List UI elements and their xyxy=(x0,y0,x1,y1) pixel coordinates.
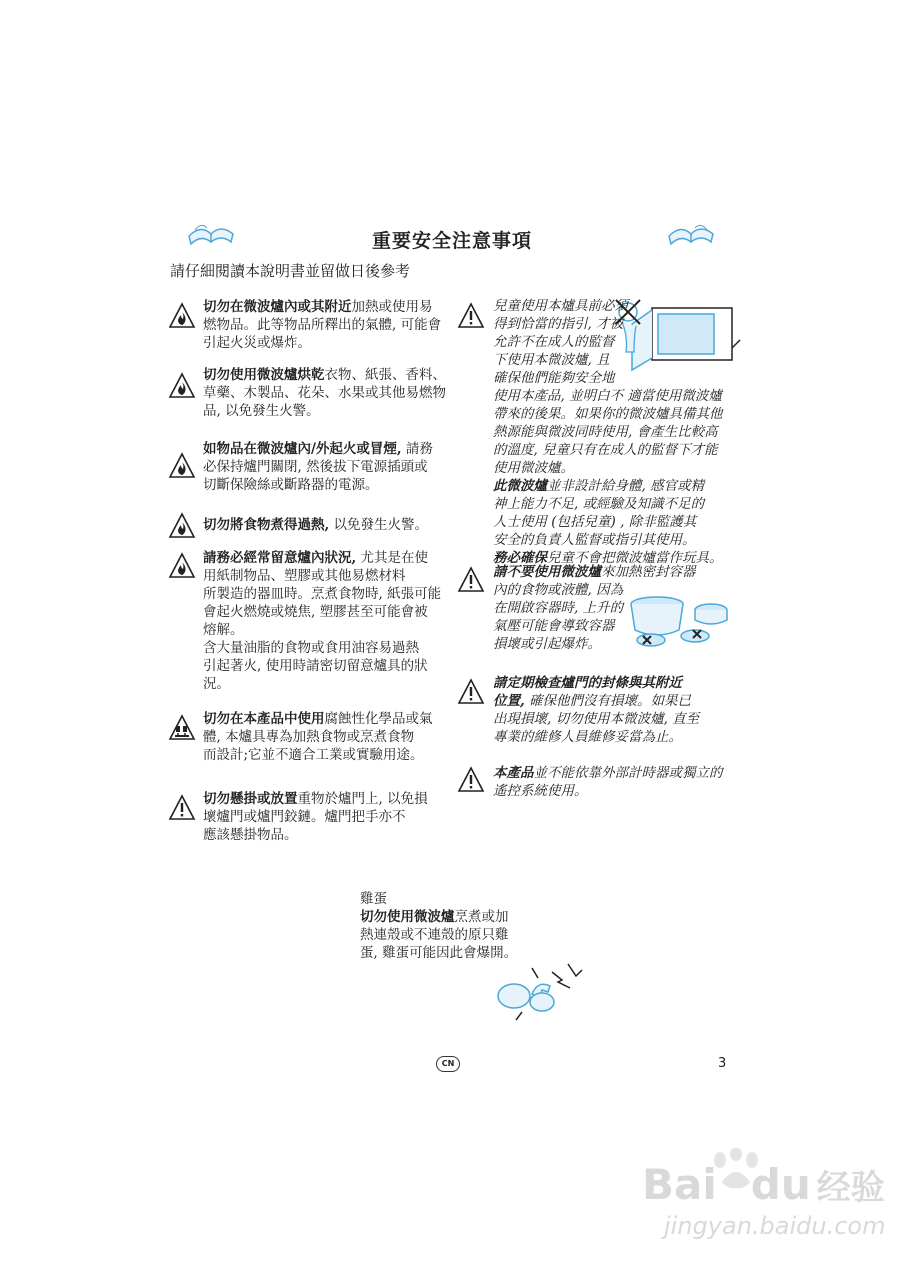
eggs-heading: 雞蛋 xyxy=(360,891,387,907)
page-subtitle: 請仔細閱讀本說明書並留做日後參考 xyxy=(170,262,411,280)
fire-warning-icon xyxy=(168,512,196,540)
exclamation-warning-icon xyxy=(457,302,485,330)
exclamation-warning-icon xyxy=(457,766,485,794)
warning-no-drying: 切勿使用微波爐烘乾衣物、紙張、香料、 草藥、木製品、花朵、水果或其他易燃物 品, 以免發生火警。 xyxy=(203,367,446,419)
exclamation-warning-icon xyxy=(457,678,485,706)
watermark-url: jingyan.baidu.com xyxy=(664,1212,886,1240)
exclamation-warning-icon xyxy=(457,566,485,594)
warning-monitor-oven: 請務必經常留意爐內狀況, 尤其是在使 用紙制物品、塑膠或其他易燃材料 所製造的器皿時。烹煮食物時, 紙張可能 會起火燃燒或燒焦, 塑膠甚至可能會被 熔解。 含大量油脂的食物或食用油容易過熱 引起著火, 使用時請密切留意爐具的狀 況。 xyxy=(203,550,442,692)
fire-warning-icon xyxy=(168,552,196,580)
language-badge: CN xyxy=(436,1056,460,1072)
fire-warning-icon xyxy=(168,372,196,400)
warning-door-seal: 請定期檢查爐門的封條與其附近 位置, 確保他們沒有損壞。如果已 出現損壞, 切勿使用本微波爐, 直至 專業的維修人員維修妥當為止。 xyxy=(493,675,700,745)
page-title: 重要安全注意事項 xyxy=(371,230,532,252)
fire-warning-icon xyxy=(168,302,196,330)
warning-sealed-containers: 請不要使用微波爐來加熱密封容器 內的食物或液體, 因為 在開啟容器時, 上升的 氣壓可能會導致容器 損壞或引起爆炸。 xyxy=(493,564,696,652)
warning-external-timer: 本產品並不能依靠外部計時器或獨立的 遙控系統使用。 xyxy=(493,765,723,799)
watermark-brand: Bai du 经验 xyxy=(642,1160,885,1209)
warning-children: 兒童使用本爐具前必須 得到恰當的指引, 才被 允許不在成人的監督 下使用本微波爐, 且 確保他們能夠安全地 使用本產品, 並明白不 適當使用微波爐 帶來的後果。如果你的微波爐具備其他 熱源能與微波同時使用, 會產生比較高 的溫度, 兒童只有在成人的監督下才能 使用微波爐。 此微波爐並非設計給身體, 感官或精 神上能力不足, 或經驗及知識不足的 人士使用 (包括兒童) , 除非監護其 安全的負責人監督或指引其使用。 務必確保兒童不會把微波爐當作玩具。 xyxy=(493,298,723,566)
warning-corrosive: 切勿在本產品中使用腐蝕性化學品或氣 體, 本爐具專為加熱食物或烹煮食物 而設計;它並不適合工業或實驗用途。 xyxy=(203,711,433,763)
eggs-section: 雞蛋 切勿使用微波爐烹煮或加 熱連殼或不連殼的原只雞 蛋, 雞蛋可能因此會爆開。 xyxy=(360,891,518,961)
page-number: 3 xyxy=(718,1056,727,1071)
corrosive-warning-icon xyxy=(168,714,196,742)
warning-overheat: 切勿將食物煮得過熱, 以免發生火警。 xyxy=(203,517,428,533)
warning-door-load: 切勿懸掛或放置重物於爐門上, 以免損 壞爐門或爐門鉸鏈。爐門把手亦不 應該懸掛物品。 xyxy=(203,791,428,843)
warning-flammable: 切勿在微波爐內或其附近加熱或使用易 燃物品。此等物品所釋出的氣體, 可能會 引起火災或爆炸。 xyxy=(203,299,442,351)
exclamation-warning-icon xyxy=(168,794,196,822)
warning-fire-smoke: 如物品在微波爐內/外起火或冒煙, 請務 必保持爐門關閉, 然後拔下電源插頭或 切斷保險絲或斷路器的電源。 xyxy=(203,441,433,493)
fire-warning-icon xyxy=(168,452,196,480)
exploding-egg-illustration xyxy=(492,958,592,1022)
